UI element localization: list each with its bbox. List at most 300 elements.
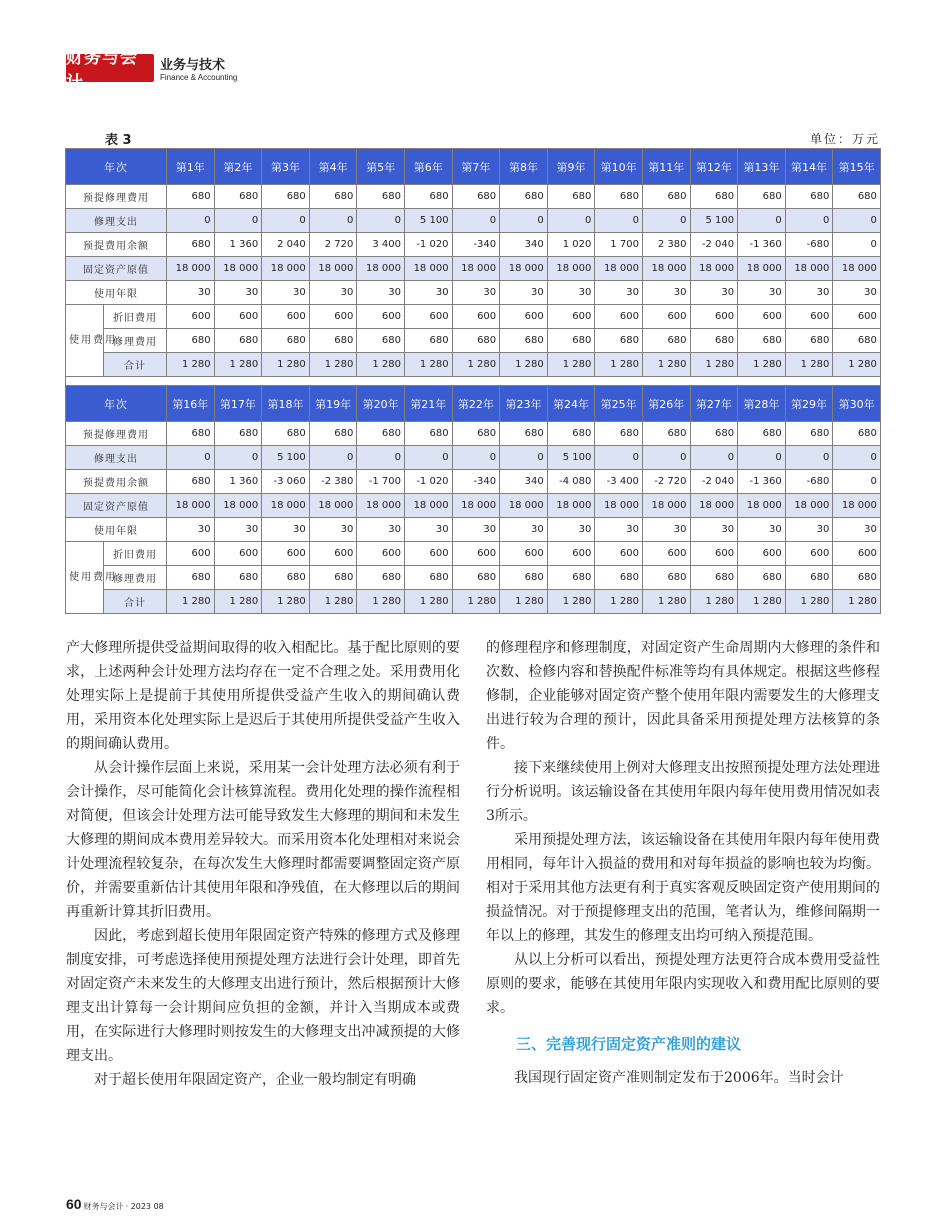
table-cell: 600 <box>452 542 500 566</box>
table-cell: 600 <box>357 305 405 329</box>
table-cell: 600 <box>642 542 690 566</box>
table-cell: 1 280 <box>214 590 262 614</box>
table-cell: 1 280 <box>357 590 405 614</box>
table-cell: 680 <box>167 185 215 209</box>
table-cell: 680 <box>262 566 310 590</box>
table-cell: 680 <box>167 566 215 590</box>
table-cell: 0 <box>357 446 405 470</box>
page-footer <box>66 1196 164 1212</box>
table-cell: 680 <box>357 329 405 353</box>
table-cell: 18 000 <box>357 257 405 281</box>
table-cell: 1 280 <box>642 353 690 377</box>
table-cell: 0 <box>738 209 786 233</box>
year-header: 第24年 <box>547 386 595 422</box>
table-cell: 600 <box>690 542 738 566</box>
table-cell: 1 280 <box>690 590 738 614</box>
table-cell: 600 <box>738 305 786 329</box>
table-cell: 680 <box>547 566 595 590</box>
table-cell: 1 280 <box>357 353 405 377</box>
year-header: 第8年 <box>500 149 548 185</box>
year-header: 第3年 <box>262 149 310 185</box>
paragraph: 从以上分析可以看出，预提处理方法更符合成本费用受益性原则的要求，能够在其使用年限内实现收入和费用配比原则的要求。 <box>486 952 880 1016</box>
table-row <box>66 518 881 542</box>
year-header: 第10年 <box>595 149 643 185</box>
table-cell: 18 000 <box>500 257 548 281</box>
table-cell: -4 080 <box>547 470 595 494</box>
table-cell: 0 <box>785 209 833 233</box>
table-cell: 18 000 <box>547 494 595 518</box>
table-cell: 0 <box>738 446 786 470</box>
table-cell: 680 <box>690 422 738 446</box>
year-header: 第18年 <box>262 386 310 422</box>
table-cell: -3 060 <box>262 470 310 494</box>
table-cell: 0 <box>452 446 500 470</box>
table-cell: 680 <box>595 566 643 590</box>
table-cell: 0 <box>642 446 690 470</box>
table-cell: 600 <box>642 305 690 329</box>
table-cell: 600 <box>785 305 833 329</box>
table-cell: 5 100 <box>262 446 310 470</box>
table-cell: 1 280 <box>214 353 262 377</box>
table-cell: 680 <box>262 422 310 446</box>
paragraph: 接下来继续使用上例对大修理支出按照预提处理方法处理进行分析说明。该运输设备在其使用年限内每年使用费用情况如表3所示。 <box>486 760 880 824</box>
table-cell: 600 <box>262 305 310 329</box>
table-cell: 0 <box>167 446 215 470</box>
table-cell: 680 <box>262 185 310 209</box>
row-label: 预提费用余额 <box>66 470 167 494</box>
table-cell: 18 000 <box>167 494 215 518</box>
table-row <box>66 566 881 590</box>
table-cell: 680 <box>167 422 215 446</box>
table-cell: 30 <box>309 281 357 305</box>
table-cell: 680 <box>214 329 262 353</box>
table-cell: 1 280 <box>262 353 310 377</box>
table-separator <box>66 377 881 386</box>
table-cell: -680 <box>785 470 833 494</box>
table-cell: 18 000 <box>547 257 595 281</box>
table-cell: 680 <box>833 422 881 446</box>
table-cell: 0 <box>452 209 500 233</box>
table-cell: 30 <box>785 518 833 542</box>
table-cell: 340 <box>500 470 548 494</box>
table-cell: 340 <box>500 233 548 257</box>
table-cell: 30 <box>500 518 548 542</box>
table-cell: 680 <box>690 329 738 353</box>
year-header: 第17年 <box>214 386 262 422</box>
table-cell: 18 000 <box>262 494 310 518</box>
table-cell: 680 <box>404 185 452 209</box>
year-header: 第6年 <box>404 149 452 185</box>
table-cell: 18 000 <box>785 257 833 281</box>
table-cell: 18 000 <box>262 257 310 281</box>
page-number: 60 <box>66 1196 82 1212</box>
table-cell: 0 <box>690 446 738 470</box>
table-label: 表 3 <box>105 133 132 148</box>
table-cell: 18 000 <box>309 494 357 518</box>
table-cell: 1 280 <box>404 353 452 377</box>
table-cell: 680 <box>404 566 452 590</box>
table-cell: 680 <box>357 422 405 446</box>
year-header: 第1年 <box>167 149 215 185</box>
table-cell: 30 <box>785 281 833 305</box>
year-header: 第14年 <box>785 149 833 185</box>
year-header: 第23年 <box>500 386 548 422</box>
row-label: 折旧费用 <box>104 542 167 566</box>
table-cell: 600 <box>452 305 500 329</box>
table-row <box>66 233 881 257</box>
table-header-row <box>66 149 881 185</box>
table-cell: 0 <box>785 446 833 470</box>
table-cell: 680 <box>785 185 833 209</box>
table-cell: 2 720 <box>309 233 357 257</box>
row-label: 修理支出 <box>66 209 167 233</box>
table-cell: 600 <box>357 542 405 566</box>
table-cell: 680 <box>690 566 738 590</box>
year-header: 第26年 <box>642 386 690 422</box>
table-cell: 1 280 <box>404 590 452 614</box>
table-cell: 18 000 <box>785 494 833 518</box>
table-cell: 680 <box>357 185 405 209</box>
row-label: 固定资产原值 <box>66 494 167 518</box>
table-cell: 680 <box>547 185 595 209</box>
section-heading: 三、完善现行固定资产准则的建议 <box>516 1035 742 1053</box>
table-cell: 600 <box>167 305 215 329</box>
table-cell: 30 <box>690 518 738 542</box>
row-group-label: 使用费用 <box>66 542 104 614</box>
table-cell: 1 700 <box>595 233 643 257</box>
year-header: 第12年 <box>690 149 738 185</box>
table-cell: 30 <box>690 281 738 305</box>
row-label: 预提修理费用 <box>66 422 167 446</box>
table-cell: 5 100 <box>690 209 738 233</box>
table-cell: 680 <box>547 329 595 353</box>
table-cell: 1 280 <box>833 353 881 377</box>
table-cell: 18 000 <box>500 494 548 518</box>
table-cell: -2 040 <box>690 233 738 257</box>
row-label: 合计 <box>104 353 167 377</box>
table-cell: 18 000 <box>214 257 262 281</box>
table-cell: 18 000 <box>452 494 500 518</box>
table-cell: 680 <box>595 329 643 353</box>
table-cell: 680 <box>500 329 548 353</box>
table-cell: 600 <box>214 305 262 329</box>
row-label: 使用年限 <box>66 281 167 305</box>
table-cell: 680 <box>309 329 357 353</box>
table-cell: 30 <box>642 281 690 305</box>
table-cell: 30 <box>357 518 405 542</box>
journal-name: 财务与会计 <box>83 1202 124 1211</box>
table-cell: 30 <box>167 518 215 542</box>
table-cell: 680 <box>500 422 548 446</box>
table-cell: 680 <box>309 422 357 446</box>
year-header: 第9年 <box>547 149 595 185</box>
table-cell: 600 <box>547 542 595 566</box>
row-label: 预提费用余额 <box>66 233 167 257</box>
table-cell: 1 280 <box>309 353 357 377</box>
table-cell: 680 <box>833 566 881 590</box>
table-cell: 0 <box>833 470 881 494</box>
table-cell: 18 000 <box>595 257 643 281</box>
table-row <box>66 590 881 614</box>
table-row <box>66 446 881 470</box>
table-cell: 600 <box>500 542 548 566</box>
table-cell: 680 <box>642 422 690 446</box>
table-cell: 5 100 <box>404 209 452 233</box>
table-cell: 1 280 <box>262 590 310 614</box>
table-cell: 18 000 <box>833 494 881 518</box>
table-cell: 30 <box>262 518 310 542</box>
table-cell: 18 000 <box>167 257 215 281</box>
separator-cell <box>66 377 881 386</box>
table-cell: 680 <box>500 566 548 590</box>
table-cell: 600 <box>214 542 262 566</box>
table-cell: 680 <box>167 329 215 353</box>
table-cell: 1 280 <box>738 353 786 377</box>
table-cell: 680 <box>167 470 215 494</box>
table-cell: -2 720 <box>642 470 690 494</box>
table-row <box>66 494 881 518</box>
table-cell: 1 280 <box>738 590 786 614</box>
table-cell: 18 000 <box>642 257 690 281</box>
table-cell: 1 280 <box>500 590 548 614</box>
table-cell: 18 000 <box>690 494 738 518</box>
issue-info: · 2023 08 <box>125 1202 164 1211</box>
table-cell: 600 <box>262 542 310 566</box>
year-header: 第15年 <box>833 149 881 185</box>
table-cell: 18 000 <box>738 494 786 518</box>
year-header: 第2年 <box>214 149 262 185</box>
table-cell: 1 360 <box>214 233 262 257</box>
table-row <box>66 329 881 353</box>
table-cell: 1 280 <box>642 590 690 614</box>
table-cell: 1 280 <box>833 590 881 614</box>
table-cell: 1 280 <box>785 590 833 614</box>
table-cell: 30 <box>214 281 262 305</box>
table-cell: -1 360 <box>738 470 786 494</box>
table-cell: 600 <box>690 305 738 329</box>
year-header: 第13年 <box>738 149 786 185</box>
table-row <box>66 470 881 494</box>
table-cell: 30 <box>833 281 881 305</box>
year-header: 第21年 <box>404 386 452 422</box>
table-cell: 680 <box>785 566 833 590</box>
table-cell: 1 280 <box>167 590 215 614</box>
table-cell: 30 <box>547 281 595 305</box>
year-header: 第16年 <box>167 386 215 422</box>
table-cell: 680 <box>167 233 215 257</box>
table-cell: 30 <box>214 518 262 542</box>
table-cell: 600 <box>404 542 452 566</box>
table-cell: 680 <box>642 329 690 353</box>
table-cell: 18 000 <box>833 257 881 281</box>
table-row <box>66 542 881 566</box>
table-cell: -2 380 <box>309 470 357 494</box>
table-cell: 0 <box>595 446 643 470</box>
table-cell: 600 <box>309 305 357 329</box>
table-cell: 30 <box>167 281 215 305</box>
year-header: 第4年 <box>309 149 357 185</box>
table-cell: 600 <box>547 305 595 329</box>
table-row <box>66 209 881 233</box>
journal-logo: 财务与会计 <box>66 54 154 82</box>
year-header: 第22年 <box>452 386 500 422</box>
table-cell: 680 <box>690 185 738 209</box>
table-cell: 600 <box>309 542 357 566</box>
table-cell: -3 400 <box>595 470 643 494</box>
table-cell: 5 100 <box>547 446 595 470</box>
table-cell: -340 <box>452 470 500 494</box>
row-group-label: 使用费用 <box>66 305 104 377</box>
table-cell: 1 280 <box>452 590 500 614</box>
year-header: 第30年 <box>833 386 881 422</box>
table-cell: 0 <box>500 446 548 470</box>
left-column <box>66 636 460 1092</box>
row-label: 预提修理费用 <box>66 185 167 209</box>
table-cell: 30 <box>404 281 452 305</box>
table-row <box>66 185 881 209</box>
paragraph: 产大修理所提供受益期间取得的收入相配比。基于配比原则的要求，上述两种会计处理方法均存在一定不合理之处。采用费用化处理实际上是提前于其使用所提供受益产生收入的期间确认费用，采用资本化处理实际上是迟后于其使用所提供受益产生收入的期间确认费用。 <box>66 640 460 752</box>
table-cell: 680 <box>500 185 548 209</box>
table-cell: 680 <box>642 185 690 209</box>
table-cell: 0 <box>262 209 310 233</box>
table-cell: 1 280 <box>690 353 738 377</box>
table-row <box>66 305 881 329</box>
table-cell: 18 000 <box>738 257 786 281</box>
year-header: 第5年 <box>357 149 405 185</box>
table-cell: 680 <box>833 329 881 353</box>
section-title: 业务与技术 <box>160 58 226 73</box>
table-cell: 600 <box>833 305 881 329</box>
table-cell: 0 <box>214 446 262 470</box>
table-cell: 3 400 <box>357 233 405 257</box>
table-cell: 30 <box>452 281 500 305</box>
table-cell: 680 <box>452 185 500 209</box>
table-cell: 680 <box>547 422 595 446</box>
year-header: 第7年 <box>452 149 500 185</box>
year-header: 第11年 <box>642 149 690 185</box>
table-cell: 2 380 <box>642 233 690 257</box>
table-cell: 600 <box>595 305 643 329</box>
table-cell: -1 700 <box>357 470 405 494</box>
year-header: 第27年 <box>690 386 738 422</box>
table-cell: 680 <box>738 185 786 209</box>
table-cell: 0 <box>833 209 881 233</box>
table-cell: 1 280 <box>595 353 643 377</box>
table-cell: 1 280 <box>309 590 357 614</box>
table-cell: 680 <box>357 566 405 590</box>
table-row <box>66 281 881 305</box>
row-label: 使用年限 <box>66 518 167 542</box>
row-label: 修理费用 <box>104 329 167 353</box>
table-cell: 680 <box>785 422 833 446</box>
row-label: 修理费用 <box>104 566 167 590</box>
year-header: 第28年 <box>738 386 786 422</box>
table-cell: 1 280 <box>547 353 595 377</box>
table-cell: 600 <box>738 542 786 566</box>
table-cell: 1 280 <box>167 353 215 377</box>
table-cell: 680 <box>214 566 262 590</box>
table-cell: 0 <box>500 209 548 233</box>
table-cell: -1 020 <box>404 470 452 494</box>
table-cell: 1 020 <box>547 233 595 257</box>
table-cell: 0 <box>595 209 643 233</box>
table-cell: 680 <box>738 566 786 590</box>
paragraph: 从会计操作层面上来说，采用某一会计处理方法必须有利于会计操作，尽可能简化会计核算流程。费用化处理的操作流程相对简便，但该会计处理方法可能导致发生大修理的期间和未发生大修理的期间成本费用差异较大。而采用资本化处理相对来说会计处理流程较复杂，在每次发生大修理时都需要调整固定资产原价，并需要重新估计其使用年限和净残值，在大修理以后的期间再重新计算其折旧费用。 <box>66 760 460 920</box>
table-cell: 680 <box>595 185 643 209</box>
table-cell: 0 <box>309 446 357 470</box>
table-cell: 680 <box>452 566 500 590</box>
table-cell: 0 <box>214 209 262 233</box>
table-cell: 680 <box>452 329 500 353</box>
table-cell: 680 <box>404 329 452 353</box>
table-cell: 18 000 <box>690 257 738 281</box>
table-cell: 0 <box>833 233 881 257</box>
table-cell: 30 <box>738 281 786 305</box>
table-cell: 2 040 <box>262 233 310 257</box>
table-cell: 680 <box>214 185 262 209</box>
table-cell: 680 <box>738 422 786 446</box>
table-cell: 30 <box>595 281 643 305</box>
table-cell: 1 280 <box>785 353 833 377</box>
year-header: 第20年 <box>357 386 405 422</box>
table-cell: 0 <box>309 209 357 233</box>
table-cell: 680 <box>642 566 690 590</box>
table-cell: 1 360 <box>214 470 262 494</box>
table-cell: 18 000 <box>214 494 262 518</box>
table-cell: 600 <box>833 542 881 566</box>
table-cell: 1 280 <box>547 590 595 614</box>
table-cell: -1 020 <box>404 233 452 257</box>
table-cell: 18 000 <box>642 494 690 518</box>
paragraph: 采用预提处理方法，该运输设备在其使用年限内每年使用费用相同，每年计入损益的费用和对每年损益的影响也较为均衡。相对于采用其他方法更有利于真实客观反映固定资产使用期间的损益情况。对于预提修理支出的范围，笔者认为，维修间隔期一年以上的修理，其发生的修理支出均可纳入预提范围。 <box>486 832 880 944</box>
paragraph: 因此，考虑到超长使用年限固定资产特殊的修理方式及修理制度安排，可考虑选择使用预提处理方法进行会计处理，即首先对固定资产未来发生的大修理支出进行预计，然后根据预计大修理支出计算每一会计期间应负担的金额，并计入当期成本或费用，在实际进行大修理时则按发生的大修理支出冲减预提的大修理支出。 <box>66 928 460 1064</box>
table-cell: 680 <box>404 422 452 446</box>
table-cell: 680 <box>309 185 357 209</box>
table-cell: 30 <box>309 518 357 542</box>
table-cell: 30 <box>500 281 548 305</box>
section-subtitle: Finance & Accounting <box>160 73 238 82</box>
table-cell: 600 <box>595 542 643 566</box>
table-cell: -340 <box>452 233 500 257</box>
table-cell: 30 <box>262 281 310 305</box>
table-cell: 680 <box>214 422 262 446</box>
table-row <box>66 353 881 377</box>
right-column <box>486 636 880 1090</box>
table-cell: 30 <box>357 281 405 305</box>
table-cell: 18 000 <box>309 257 357 281</box>
table-cell: 1 280 <box>595 590 643 614</box>
table-cell: 680 <box>262 329 310 353</box>
table-cell: 30 <box>404 518 452 542</box>
table-cell: 18 000 <box>452 257 500 281</box>
table-cell: 30 <box>833 518 881 542</box>
table-cell: 680 <box>309 566 357 590</box>
table-cell: 600 <box>404 305 452 329</box>
table-cell: 0 <box>833 446 881 470</box>
table-cell: 600 <box>785 542 833 566</box>
row-label: 固定资产原值 <box>66 257 167 281</box>
table-cell: 18 000 <box>595 494 643 518</box>
table-cell: 600 <box>500 305 548 329</box>
table-cell: 0 <box>404 446 452 470</box>
row-label: 折旧费用 <box>104 305 167 329</box>
table-cell: 1 280 <box>500 353 548 377</box>
table-cell: 0 <box>642 209 690 233</box>
paragraph: 我国现行固定资产准则制定发布于2006年。当时会计 <box>514 1070 844 1086</box>
table-cell: 0 <box>167 209 215 233</box>
paragraph: 的修理程序和修理制度，对固定资产生命周期内大修理的条件和次数、检修内容和替换配件标准等均有具体规定。根据这些修程修制，企业能够对固定资产整个使用年限内需要发生的大修理支出进行较为合理的预计，因此具备采用预提处理方法核算的条件。 <box>486 640 880 752</box>
table-3 <box>65 148 881 614</box>
